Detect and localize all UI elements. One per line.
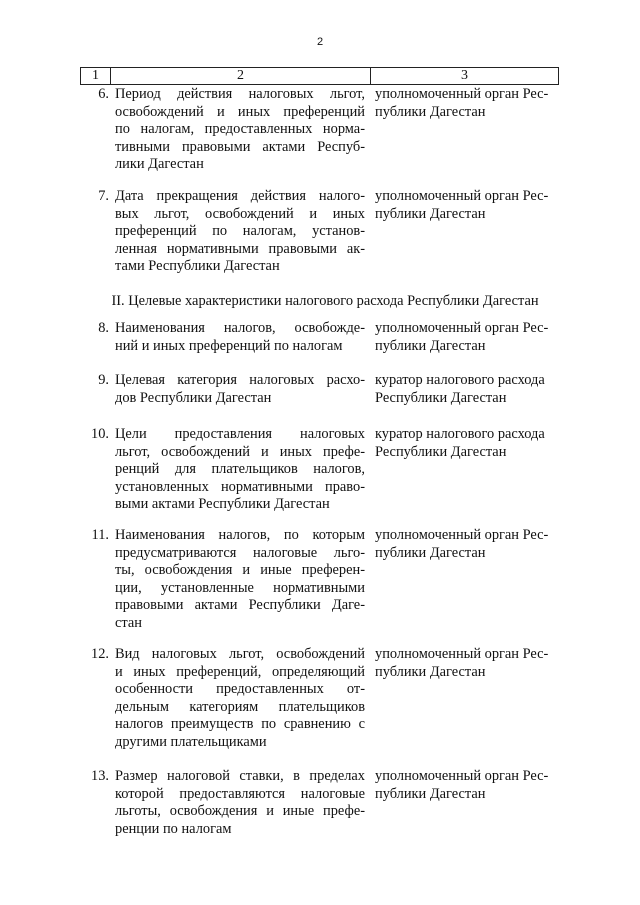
description-line: дельным категориям плательщиков xyxy=(115,698,365,715)
row-number: 12. xyxy=(91,646,109,662)
description-line: ний и иных преференций по налогам xyxy=(115,337,343,354)
description-line: тивными правовыми актами Респуб- xyxy=(115,138,365,155)
header-col-3: 3 xyxy=(461,68,468,83)
responsible-line: уполномоченный орган Рес- xyxy=(375,188,549,204)
description-line: стан xyxy=(115,614,142,631)
responsible-line: публики Дагестан xyxy=(375,663,486,680)
description-line: Дата прекращения действия налого- xyxy=(115,188,365,204)
header-col-2: 2 xyxy=(111,68,371,84)
description-line: ты, освобождения и иные преферен- xyxy=(115,562,365,578)
description-line: Период действия налоговых льгот, xyxy=(115,86,365,102)
description-line: дов Республики Дагестан xyxy=(115,389,272,406)
description-line: Целевая категория налоговых расхо- xyxy=(115,372,365,388)
row-responsible xyxy=(375,646,565,681)
responsible-line: уполномоченный орган Рес- xyxy=(375,646,549,662)
description-line: тами Республики Дагестан xyxy=(115,258,280,274)
description-line: вых льгот, освобождений и иных xyxy=(115,205,365,222)
responsible-line: публики Дагестан xyxy=(375,544,486,561)
row-description xyxy=(115,527,365,632)
description-line: выми актами Республики Дагестан xyxy=(115,496,330,512)
responsible-line: Республики Дагестан xyxy=(375,389,507,406)
description-line: льготы, освобождения и иные префе- xyxy=(115,803,365,819)
description-line: особенности предоставленных от- xyxy=(115,681,365,697)
row-number: 11. xyxy=(91,527,109,543)
description-line: льгот, освобождений и иных префе- xyxy=(115,443,365,460)
description-line: ренций для плательщиков налогов, xyxy=(115,461,365,477)
description-line: Размер налоговой ставки, в пределах xyxy=(115,768,365,784)
row-number: 8. xyxy=(98,320,109,336)
responsible-line: уполномоченный орган Рес- xyxy=(375,527,549,543)
row-description xyxy=(115,86,365,174)
row-description xyxy=(115,188,365,276)
row-responsible xyxy=(375,426,565,461)
responsible-line: куратор налогового расхода xyxy=(375,372,545,388)
row-number: 10. xyxy=(91,426,109,442)
section-title: II. Целевые характеристики налогового расхода Республики Дагестан xyxy=(111,293,539,309)
description-line: Наименования налогов, по которым xyxy=(115,527,365,543)
description-line: ленная нормативными правовыми ак- xyxy=(115,240,365,257)
row-responsible xyxy=(375,320,565,355)
description-line: Вид налоговых льгот, освобождений xyxy=(115,646,365,662)
row-description xyxy=(115,646,365,751)
description-line: по налогам, предоставленных норма- xyxy=(115,121,365,137)
responsible-line: публики Дагестан xyxy=(375,205,486,222)
row-description xyxy=(115,320,365,355)
responsible-line: публики Дагестан xyxy=(375,785,486,802)
row-number: 9. xyxy=(98,372,109,388)
page-number: 2 xyxy=(316,36,324,48)
description-line: ренции по налогам xyxy=(115,820,232,837)
row-responsible xyxy=(375,86,565,121)
row-number: 13. xyxy=(91,768,109,784)
header-col-1: 1 xyxy=(81,68,111,84)
row-description xyxy=(115,426,365,514)
responsible-line: Республики Дагестан xyxy=(375,443,507,460)
row-description xyxy=(115,768,365,838)
description-line: лики Дагестан xyxy=(115,156,204,172)
row-responsible xyxy=(375,372,565,407)
description-line: установленных нормативными право- xyxy=(115,478,365,495)
responsible-line: куратор налогового расхода xyxy=(375,426,545,442)
row-responsible xyxy=(375,188,565,223)
description-line: которой предоставляются налоговые xyxy=(115,785,365,802)
description-line: освобождений и иных преференций xyxy=(115,103,365,120)
responsible-line: публики Дагестан xyxy=(375,103,486,120)
description-line: другими плательщиками xyxy=(115,733,267,750)
description-line: преференций по налогам, установ- xyxy=(115,223,365,239)
row-number: 6. xyxy=(98,86,109,102)
responsible-line: уполномоченный орган Рес- xyxy=(375,768,549,784)
row-number: 7. xyxy=(98,188,109,204)
row-responsible xyxy=(375,768,565,803)
row-responsible xyxy=(375,527,565,562)
description-line: Наименования налогов, освобожде- xyxy=(115,320,365,336)
description-line: Цели предоставления налоговых xyxy=(115,426,365,442)
description-line: предусматриваются налоговые льго- xyxy=(115,544,365,561)
responsible-line: уполномоченный орган Рес- xyxy=(375,320,549,336)
description-line: правовыми актами Республики Даге- xyxy=(115,597,365,613)
description-line: ции, установленные нормативными xyxy=(115,579,365,596)
description-line: налогов преимуществ по сравнению с xyxy=(115,716,365,732)
row-description xyxy=(115,372,365,407)
responsible-line: уполномоченный орган Рес- xyxy=(375,86,549,102)
table-header-row xyxy=(80,67,559,85)
responsible-line: публики Дагестан xyxy=(375,337,486,354)
description-line: и иных преференций, определяющий xyxy=(115,663,365,680)
